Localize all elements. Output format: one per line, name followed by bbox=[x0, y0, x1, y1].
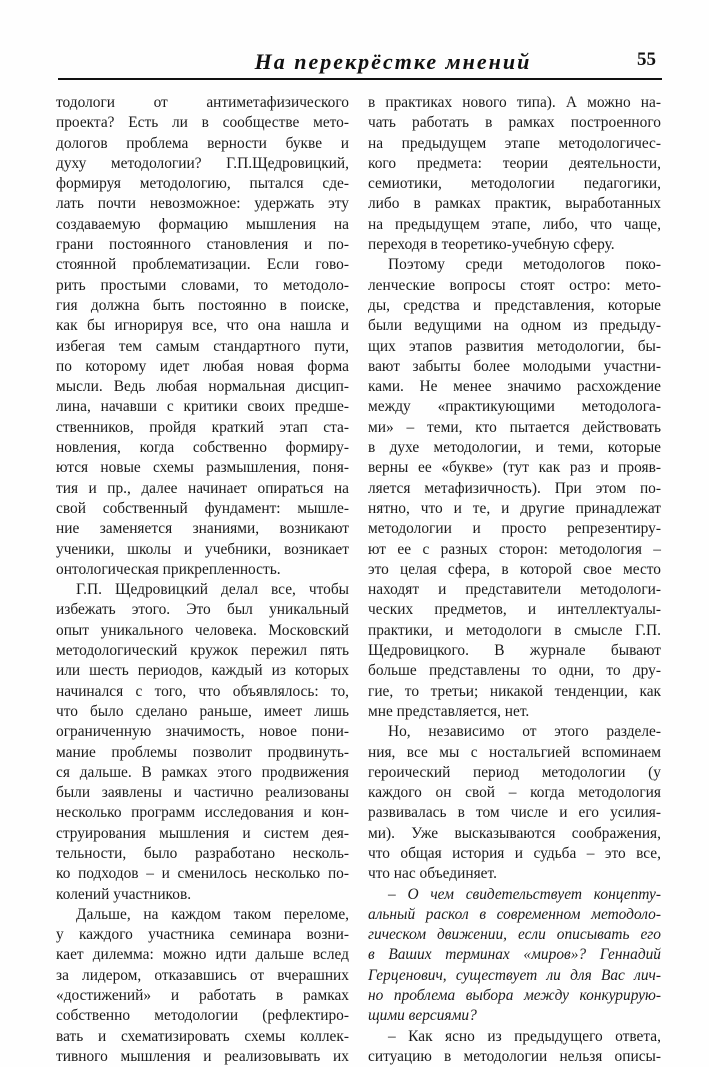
text-line: методологический кружок пережил пять bbox=[56, 642, 349, 660]
text-line: Поэтому среди методологов поко- bbox=[388, 256, 661, 274]
text-line: тодологи от антиметафизического bbox=[56, 94, 349, 111]
text-line: ния, все мы с ностальгией вспоминаем bbox=[368, 743, 661, 761]
text-line: мне представляется, нет. bbox=[368, 702, 530, 720]
text-line: кает дилемма: можно идти дальше вслед bbox=[56, 946, 349, 964]
text-line: или шесть периодов, каждый из которых bbox=[56, 662, 349, 680]
text-line: ляется метафизичность). При этом по- bbox=[368, 479, 661, 497]
text-line: методологии и просто репрезентиру- bbox=[368, 520, 661, 538]
text-line: избежать этого. Это был уникальный bbox=[56, 601, 349, 619]
text-line: между «практикующими методолога- bbox=[368, 398, 661, 416]
text-line: каждого он свой – когда методология bbox=[368, 784, 661, 802]
text-line: вать и схематизировать схемы коллек- bbox=[56, 1027, 349, 1045]
text-line: были ведущими на одном из предыду- bbox=[368, 317, 661, 335]
page-number: 55 bbox=[637, 49, 656, 70]
text-line: практики, и методологи в смысле Г.П. bbox=[368, 621, 661, 639]
text-line: лать почти невозможное: удержать эту bbox=[56, 195, 349, 213]
text-line: ческих предметов, и интеллектуалы- bbox=[368, 601, 661, 619]
text-line: что было сделано раньше, имеет лишь bbox=[56, 702, 349, 720]
text-line: в духе методологии, и теми, которые bbox=[368, 439, 661, 457]
text-line: альный раскол в современном методоло- bbox=[368, 905, 661, 923]
text-line: щими версиями? bbox=[368, 1007, 477, 1025]
text-line: на предыдущем этапе методологичес- bbox=[368, 134, 661, 152]
text-line: тивного мышления и реализовывать их bbox=[56, 1047, 349, 1065]
text-line: начинался с того, что объявлялось: то, bbox=[56, 682, 349, 700]
text-line: создаваемую формацию мышления на bbox=[56, 215, 349, 233]
text-line: избегая тем самым стандартного пути, bbox=[56, 337, 349, 355]
text-line: тельности, было разработано несколь- bbox=[56, 844, 349, 862]
text-line: гическом движении, если описывать его bbox=[368, 926, 661, 944]
text-line: собственно методологии (рефлектиро- bbox=[56, 1007, 349, 1025]
text-line: рить простыми словами, то методоло- bbox=[56, 276, 349, 294]
text-line: в практиках нового типа). А можно на- bbox=[368, 94, 661, 111]
text-line: ленческие вопросы стоят остро: мето- bbox=[368, 276, 661, 294]
text-line: что общая история и судьба – это все, bbox=[368, 844, 661, 862]
text-line: дологов проблема верности букве и bbox=[56, 134, 349, 152]
text-line: ками. Не менее значимо расхождение bbox=[368, 378, 661, 396]
text-line: как бы игнорируя все, что она нашла и bbox=[56, 317, 349, 335]
text-line: были заявлены и частично реализованы bbox=[56, 784, 349, 802]
text-line: гие, то третьи; никакой тенденции, как bbox=[368, 682, 661, 700]
text-line: Щедровицкого. В журнале бывают bbox=[368, 642, 661, 660]
text-line: ние заменяется знаниями, возникают bbox=[56, 520, 349, 538]
text-line: лина, начавши с критики своих предше- bbox=[56, 398, 349, 416]
text-line: грани постоянного становления и по- bbox=[56, 236, 349, 254]
text-line: мание проблемы позволит продвинуть- bbox=[56, 743, 349, 761]
text-line: вают забыты более молодыми участни- bbox=[368, 357, 661, 375]
left-text-column bbox=[56, 93, 349, 1067]
text-line: больше представлены то одни, то дру- bbox=[368, 662, 661, 680]
text-line: «достижений» и работать в рамках bbox=[56, 987, 349, 1005]
text-line: ситуацию в методологии нельзя описы- bbox=[368, 1047, 661, 1065]
text-line: проекта? Есть ли в сообществе мето- bbox=[56, 114, 349, 132]
text-line: духу методологии? Г.П.Щедровицкий, bbox=[56, 154, 349, 172]
text-line: переходя в теоретико-учебную сферу. bbox=[368, 236, 615, 254]
text-line: это целая сфера, в которой свое место bbox=[368, 560, 661, 578]
text-line: гия должна быть постоянно в поиске, bbox=[56, 296, 349, 314]
text-line: в Ваших терминах «миров»? Геннадий bbox=[368, 946, 661, 964]
text-line: Г.П. Щедровицкий делал все, чтобы bbox=[76, 581, 349, 599]
text-line: Но, независимо от этого разделе- bbox=[388, 723, 661, 741]
text-line: ют ее с разных сторон: методология – bbox=[368, 540, 661, 558]
text-line: ды, средства и представления, которые bbox=[368, 296, 661, 314]
text-line: ственников, пройдя краткий этап ста- bbox=[56, 418, 349, 436]
text-line: свой собственный фундамент: мышле- bbox=[56, 499, 349, 517]
text-line: – О чем свидетельствует концепту- bbox=[388, 885, 661, 903]
text-line: развивалась в том числе и его усилия- bbox=[368, 804, 661, 822]
text-line: семиотики, методологии педагогики, bbox=[368, 175, 661, 193]
text-line: формируя методологию, пытался сде- bbox=[56, 175, 349, 193]
text-line: ми). Уже высказываются соображения, bbox=[368, 824, 661, 842]
text-line: несколько программ исследования и кон- bbox=[56, 804, 349, 822]
text-line: ко подходов – и сменилось несколько по- bbox=[56, 865, 349, 883]
text-line: ми» – теми, кто пытается действовать bbox=[368, 418, 661, 436]
text-line: мысли. Ведь любая нормальная дисцип- bbox=[56, 378, 349, 396]
text-line: на предыдущем этапе, либо, что чаще, bbox=[368, 215, 661, 233]
text-line: но проблема выбора между конкурирую- bbox=[368, 987, 661, 1005]
text-line: колений участников. bbox=[56, 885, 192, 903]
text-line: героический период методологии (у bbox=[368, 763, 661, 781]
text-line: верны ее «букве» (тут как раз и прояв- bbox=[368, 459, 661, 477]
running-header bbox=[58, 44, 662, 80]
text-line: тия и пр., далее начинает опираться на bbox=[56, 479, 349, 497]
text-line: ются новые схемы размышления, поня- bbox=[56, 459, 349, 477]
text-line: струирования мышления и систем дея- bbox=[56, 824, 349, 842]
text-line: чать работать в рамках построенного bbox=[368, 114, 661, 132]
text-line: стоянной проблематизации. Если гово- bbox=[56, 256, 349, 274]
text-line: у каждого участника семинара возни- bbox=[56, 926, 349, 944]
right-text-column bbox=[368, 93, 661, 1067]
text-line: за лидером, отказавшись от вчерашних bbox=[56, 966, 349, 984]
text-line: ученики, школы и учебники, возникает bbox=[56, 540, 349, 558]
text-line: ограниченную значимость, новое пони- bbox=[56, 723, 349, 741]
text-line: онтологическая прикрепленность. bbox=[56, 560, 281, 578]
text-line: Герценович, существует ли для Вас лич- bbox=[368, 966, 661, 984]
running-title: На перекрёстке мнений bbox=[254, 49, 532, 74]
text-line: нятно, что и те, и другие принадлежат bbox=[368, 499, 661, 517]
text-line: новления, когда собственно формиру- bbox=[56, 439, 349, 457]
text-line: находят и представители методологи- bbox=[368, 581, 661, 599]
text-line: по которому идет любая новая форма bbox=[56, 357, 349, 375]
text-line: ся дальше. В рамках этого продвижения bbox=[56, 763, 349, 781]
text-line: опыт уникального человека. Московский bbox=[56, 621, 349, 639]
text-line: – Как ясно из предыдущего ответа, bbox=[388, 1027, 661, 1045]
text-line: что нас объединяет. bbox=[368, 865, 497, 883]
text-line: щих этапов развития методологии, бы- bbox=[368, 337, 661, 355]
text-line: кого предмета: теории деятельности, bbox=[368, 154, 661, 172]
text-line: Дальше, на каждом таком переломе, bbox=[76, 905, 349, 923]
text-line: либо в рамках практик, выработанных bbox=[368, 195, 661, 213]
